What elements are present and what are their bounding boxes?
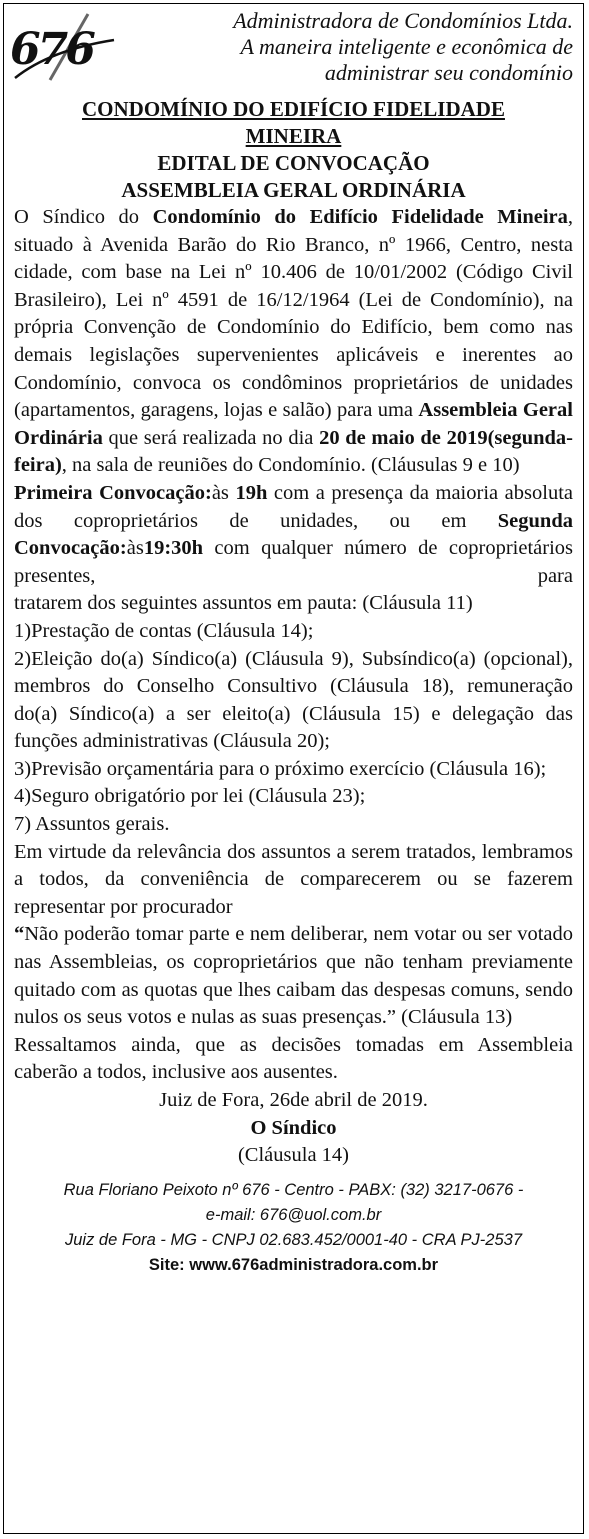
place-date: Juiz de Fora, 26de abril de 2019.	[159, 1089, 428, 1111]
footer-email: e-mail: 676@uol.com.br	[205, 1205, 382, 1224]
signature-name	[14, 1115, 573, 1143]
first-call-time: 19h	[235, 481, 268, 504]
agenda-intro: tratarem dos seguintes assuntos em pauta: (Cláusula 11)	[14, 592, 473, 615]
intro-paragraph	[14, 204, 573, 480]
relevance-paragraph: Em virtude da relevância dos assuntos a serem tratados, lembramos a todos, da conveniência de comparecerem ou se fazerem representar por procurador	[14, 840, 573, 918]
agenda-item: 1)Prestação de contas (Cláusula 14);	[14, 619, 314, 642]
intro-text: , na sala de reuniões do Condomínio. (Cláusulas 9 e 10)	[61, 454, 520, 477]
closing-paragraph: Ressaltamos ainda, que as decisões tomadas em Assembleia caberão a todos, inclusive aos ausentes.	[14, 1033, 573, 1084]
company-logo	[10, 10, 118, 90]
first-call-label: Primeira Convocação:	[14, 481, 212, 504]
quote-paragraph	[14, 921, 573, 1031]
assembleia-title: ASSEMBLEIA GERAL ORDINÁRIA	[121, 178, 466, 202]
agenda-item: 4)Seguro obrigatório por lei (Cláusula 23);	[14, 785, 366, 808]
condo-name: Condomínio do Edifício Fidelidade Mineira	[152, 206, 568, 228]
document-body	[4, 96, 583, 1170]
logo-number: 676	[10, 24, 93, 75]
letterhead	[4, 4, 583, 96]
convocation-text: às	[211, 481, 236, 504]
intro-text: que será realizada no dia	[102, 426, 320, 449]
edital-title: EDITAL DE CONVOCAÇÃO	[157, 151, 430, 175]
convocation-text: com qualquer número de coproprietários presentes, para	[14, 537, 573, 587]
agenda-item: 7) Assuntos gerais.	[14, 813, 170, 836]
tagline-line-1: Administradora de Condomínios Ltda.	[233, 8, 573, 33]
agenda-item: 3)Previsão orçamentária para o próximo exercício (Cláusula 16);	[14, 757, 547, 780]
footer	[4, 1178, 583, 1278]
footer-city: Juiz de Fora - MG - CNPJ 02.683.452/0001-40 - CRA PJ-2537	[64, 1230, 522, 1249]
condo-title-line-2: MINEIRA	[245, 124, 342, 148]
company-tagline	[113, 8, 573, 86]
tagline-line-3: administrar seu condomínio	[324, 60, 573, 85]
tagline-line-2: A maneira inteligente e econômica de	[240, 34, 573, 59]
footer-address: Rua Floriano Peixoto nº 676 - Centro - PABX: (32) 3217-0676 -	[63, 1180, 524, 1199]
quote-mark: “	[14, 923, 25, 946]
convocation-text: com a presença da maioria absoluta dos coproprietários de unidades, ou em	[14, 481, 573, 532]
intro-text: , situado à Avenida Barão do Rio Branco, nº 1966, Centro, nesta cidade, com base na Lei nº 10.406 de 10/01/2002 (Código Civil Brasileiro), Lei nº 4591 de 16/12/1964 (Lei de Condomínio), na própria Convenção de Condomínio do Edifício, bem como nas demais legislações supervenientes aplicáveis e inerentes ao Condomínio, convoca os condôminos proprietários de unidades (apartamentos, garagens, lojas e salão) para uma	[14, 206, 574, 422]
second-call-label: Segunda Convocação:	[14, 509, 573, 560]
agenda-list	[14, 618, 573, 839]
intro-text: O Síndico do	[14, 206, 153, 228]
assembly-type: Assembleia Geral Ordinária	[14, 399, 573, 449]
convocation-text: às	[126, 537, 144, 560]
condo-title-line-1: CONDOMÍNIO DO EDIFÍCIO FIDELIDADE	[82, 97, 505, 121]
assembly-date: 20 de maio de 2019(segunda-feira)	[14, 426, 573, 477]
convocation-paragraph	[14, 480, 573, 590]
second-call-time: 19:30h	[143, 537, 204, 560]
signature-clause: (Cláusula 14)	[237, 1144, 350, 1167]
edital-document	[3, 3, 584, 1534]
footer-website: Site: www.676administradora.com.br	[148, 1255, 439, 1274]
agenda-item: 2)Eleição do(a) Síndico(a) (Cláusula 9), Subsíndico(a) (opcional), membros do Conselho Consultivo (Cláusula 18), remuneração do(a) Síndico(a) a ser eleito(a) (Cláusula 15) e delegação das funções administrativas (Cláusula 20);	[14, 647, 573, 753]
quote-text: Não poderão tomar parte e nem deliberar, nem votar ou ser votado nas Assembleias, os coproprietários que não tenham previamente quitado com as quotas que lhes caibam das despesas comuns, sendo nulos os seus votos e nulas as suas presenças.” (Cláusula 13)	[14, 923, 573, 1029]
signature-name-text: O Síndico	[250, 1116, 337, 1139]
